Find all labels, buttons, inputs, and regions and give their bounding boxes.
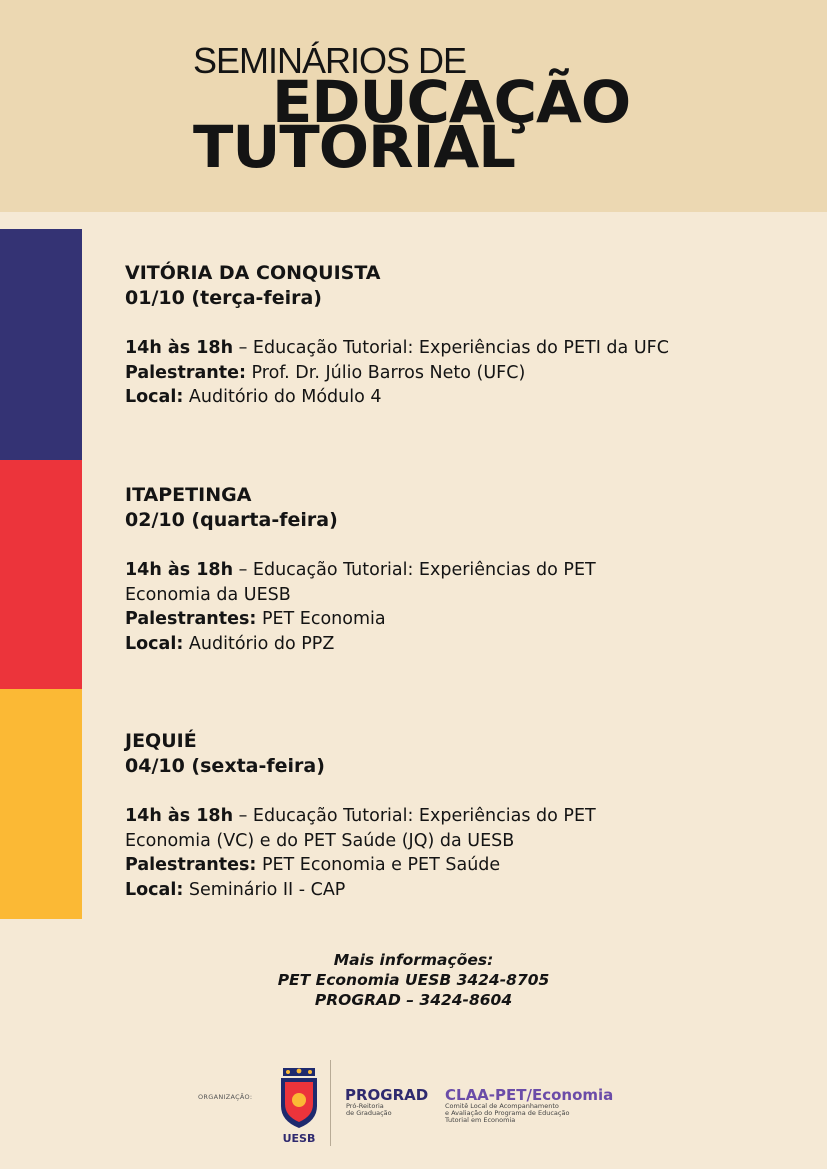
speaker-name: Prof. Dr. Júlio Barros Neto (UFC) [245, 362, 526, 383]
event-talk-cont: Economia (VC) e do PET Saúde (JQ) da UESB [125, 830, 515, 851]
event-time: 14h às 18h [125, 806, 234, 826]
header-banner [0, 0, 827, 212]
claa-logo-text: CLAA-PET/Economia [445, 1086, 614, 1104]
event-section-itapetinga [125, 483, 785, 656]
event-speaker [125, 361, 785, 386]
event-section-jequie [125, 729, 785, 902]
red-color-bar [0, 460, 82, 689]
title-line3: TUTORIAL [193, 113, 515, 181]
more-info-phone-prograd: PROGRAD – 3424-8604 [314, 991, 513, 1009]
place-label: Local: [125, 633, 184, 654]
event-talk-title: – Educação Tutorial: Experiências do PETI da UFC [233, 338, 669, 358]
prograd-sub2: de Graduação [346, 1109, 392, 1117]
event-talk-title: – Educação Tutorial: Experiências do PET [233, 560, 596, 580]
title-line1: SEMINÁRIOS DE [193, 40, 467, 81]
speaker-name: PET Economia [256, 609, 386, 629]
claa-sub1: Comitê Local de Acompanhamento [445, 1102, 559, 1110]
event-date: 02/10 (quarta-feira) [125, 509, 338, 531]
uesb-logo-icon [273, 1066, 325, 1146]
event-date: 04/10 (sexta-feira) [125, 755, 325, 777]
event-city: ITAPETINGA [125, 484, 252, 506]
event-speaker [125, 853, 785, 878]
claa-subtitle [445, 1103, 615, 1124]
prograd-subtitle [346, 1103, 436, 1117]
event-place [125, 385, 785, 410]
event-talk-cont: Economia da UESB [125, 584, 291, 605]
blue-color-bar [0, 229, 82, 460]
prograd-sub1: Pró-Reitoria [346, 1102, 384, 1110]
event-talk-title: – Educação Tutorial: Experiências do PET [233, 806, 596, 826]
event-talk [125, 558, 785, 583]
place-label: Local: [125, 879, 184, 900]
speaker-label: Palestrantes: [125, 609, 257, 629]
event-talk [125, 336, 785, 361]
event-place [125, 632, 785, 657]
event-city: VITÓRIA DA CONQUISTA [125, 262, 381, 284]
prograd-logo-text: PROGRAD [345, 1086, 429, 1104]
event-place [125, 878, 785, 903]
more-info-phone-pet: PET Economia UESB 3424-8705 [277, 971, 550, 989]
claa-sub3: Tutorial em Economia [445, 1116, 516, 1124]
footer-divider [330, 1060, 331, 1146]
speaker-label: Palestrante: [125, 362, 246, 383]
place-label: Local: [125, 387, 184, 407]
event-date: 01/10 (terça-feira) [125, 287, 322, 309]
yellow-color-bar [0, 689, 82, 919]
place-name: Auditório do PPZ [183, 633, 335, 654]
event-talk [125, 804, 785, 829]
speaker-name: PET Economia e PET Saúde [256, 855, 501, 875]
event-section-vitoria [125, 261, 785, 410]
organization-label: ORGANIZAÇÃO: [198, 1093, 253, 1101]
claa-sub2: e Avaliação do Programa de Educação [445, 1109, 570, 1117]
event-city: JEQUIÉ [125, 730, 197, 752]
uesb-label: UESB [282, 1132, 316, 1145]
place-name: Auditório do Módulo 4 [183, 387, 382, 407]
more-info-title: Mais informações: [333, 951, 494, 969]
title-line2: EDUCAÇÃO [272, 68, 631, 136]
speaker-label: Palestrantes: [125, 855, 257, 875]
place-name: Seminário II - CAP [183, 879, 346, 900]
event-time: 14h às 18h [125, 560, 234, 580]
more-info [0, 950, 827, 1010]
event-time: 14h às 18h [125, 338, 234, 358]
event-speaker [125, 607, 785, 632]
